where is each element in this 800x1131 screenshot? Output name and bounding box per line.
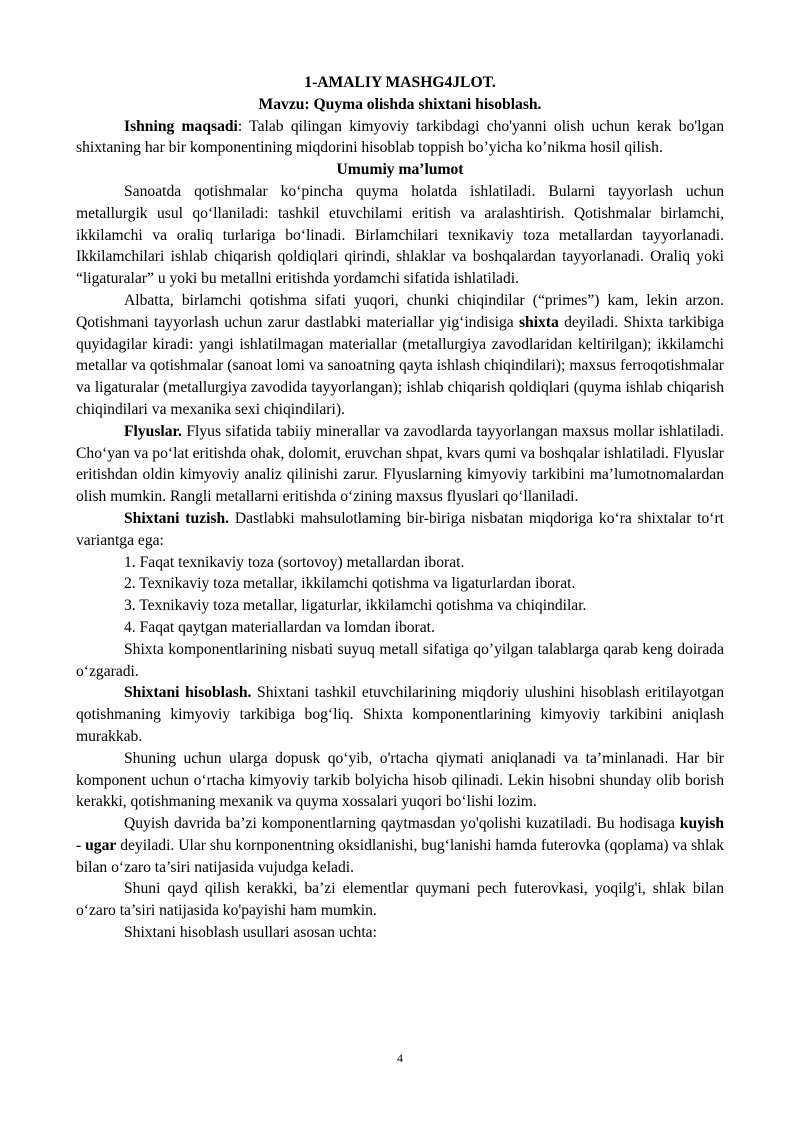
burn-loss-paragraph (76, 813, 724, 878)
goal-paragraph (76, 116, 724, 160)
burn-loss-before: Quyish davrida ba’zi komponentlarning qaytmasdan yo'qolishi kuzatiladi. Bu hodisaga (124, 815, 680, 833)
document-page (76, 72, 724, 944)
list-item: 4. Faqat qaytgan materiallardan va lomdan iborat. (124, 618, 435, 636)
charge-text-after: deyiladi. Shixta tarkibiga quyidagilar kiradi: yangi ishlatilmagan materiallar (metallurgiya zavodlaridan keltirilgan); ikkilamchi metallar va qotishmalar (sanoat lomi va sanoatning qayta ishlash chiqindilari); maxsus ferroqotishmalar va ligaturalar (metallurgiya zavodida tayyorlangan); ishlab chiqarish qoldiqlari (quyma ishlab chiqarish chiqindilari va mexanika sexi chiqindilari). (76, 313, 724, 418)
flux-label: Flyuslar. (124, 422, 182, 440)
page-title: 1-AMALIY MASHG4JLOT. (304, 74, 496, 91)
topic-subtitle: Mavzu: Quyma olishda shixtani hisoblash. (258, 95, 542, 113)
charge-text-before: Albatta, birlamchi qotishma sifati yuqori, chunki chiqindilar (“primes”) kam, lekin arzon. Qotishmani tayyorlash uchun zarur dastlabki materiallar yig‘indisiga (76, 291, 724, 331)
flux-paragraph (76, 421, 724, 508)
list-item: 3. Texnikaviy toza metallar, ligaturlar, ikkilamchi qotishma va chiqindilar. (124, 597, 587, 615)
flux-text: Flyus sifatida tabiiy minerallar va zavodlarda tayyorlangan maxsus mollar ishlatiladi. Cho‘yan va po‘lat eritishda ohak, dolomit, eruvchan shpat, kvars qumi va boshqalar ishlatiladi. Flyuslar eritishdan oldin kimyoviy analiz qilinishi zarur. Flyuslarning kimyoviy tarkibini ma’lumotnomalardan olish mumkin. Rangli metallarni eritishda o‘zining maxsus flyuslari qo‘llaniladi. (76, 422, 724, 506)
methods-intro-line: Shixtani hisoblash usullari asosan uchta: (124, 924, 377, 942)
note-paragraph: Shuni qayd qilish kerakki, ba’zi elementlar quymani pech futerovkasi, yoqilg'i, shlak bilan o‘zaro ta’siri natijasida ko'payishi ham mumkin. (76, 880, 724, 920)
calculation-label: Shixtani hisoblash. (124, 684, 252, 702)
section-heading: Umumiy ma’lumot (336, 161, 464, 179)
calculation-text: Shixtani tashkil etuvchilarining miqdoriy ulushini hisoblash eritilayotgan qotishmaning kimyoviy tarkibiga bog‘liq. Shixta komponentlarining kimyoviy tarkibini aniqlash murakkab. (76, 684, 724, 745)
intro-paragraph: Sanoatda qotishmalar ko‘pincha quyma holatda ishlatiladi. Bularni tayyorlash uchun metallurgik usul qo‘llaniladi: tashkil etuvchilami eritish va aralashtirish. Qotishmalar birlamchi, ikkilamchi va oraliq turlariga bo‘linadi. Birlamchilari texnikaviy toza metallardan tayyorlanadi. Ikkilamchilari ishlab chiqarish qoldiqlari qirindi, shlaklar va boshqalardan tayyorlanadi. Oraliq yoki “ligaturalar” u yoki bu metallni eritishda yordamchi sifatida ishlatiladi. (76, 182, 724, 288)
composition-text: Dastlabki mahsulotlaming bir-biriga nisbatan miqdoriga ko‘ra shixtalar to‘rt variantga ega: (76, 509, 724, 549)
goal-text: : Talab qilingan kimyoviy tarkibdagi cho'yanni olish uchun kerak bo'lgan shixtaning har bir komponentining miqdorini hisoblab toppish bo’yicha ko’nikma hosil qilish. (76, 117, 725, 157)
list-item: 2. Texnikaviy toza metallar, ikkilamchi qotishma va ligaturlardan iborat. (124, 575, 576, 593)
ratio-paragraph: Shixta komponentlarining nisbati suyuq metall sifatiga qo’yilgan talablarga qarab keng doirada o‘zgaradi. (76, 640, 724, 680)
composition-label: Shixtani tuzish. (124, 509, 230, 527)
composition-paragraph (76, 508, 724, 552)
list-item: 1. Faqat texnikaviy toza (sortovoy) metallardan iborat. (124, 553, 465, 571)
burn-loss-term: kuyish - ugar (76, 815, 724, 854)
goal-label: Ishning maqsadi (124, 117, 238, 135)
averages-paragraph: Shuning uchun ularga dopusk qo‘yib, o'rtacha qiymati aniqlanadi va ta’minlanadi. Har bir komponent uchun o‘rtacha kimyoviy tarkib bolyicha hisob qilinadi. Lekin hisobni shunday olib borish kerakki, qotishmaning mexanik va quyma xossalari yuqori bo‘lishi lozim. (76, 749, 724, 811)
charge-paragraph (76, 290, 724, 421)
burn-loss-after: deyiladi. Ular shu kornponentning oksidlanishi, bug‘lanishi hamda futerovka (qoplama) va shlak bilan o‘zaro ta’siri natijasida vujudga keladi. (76, 836, 725, 876)
charge-term: shixta (518, 313, 559, 331)
page-number: 4 (397, 1051, 403, 1065)
calculation-paragraph (76, 682, 724, 747)
